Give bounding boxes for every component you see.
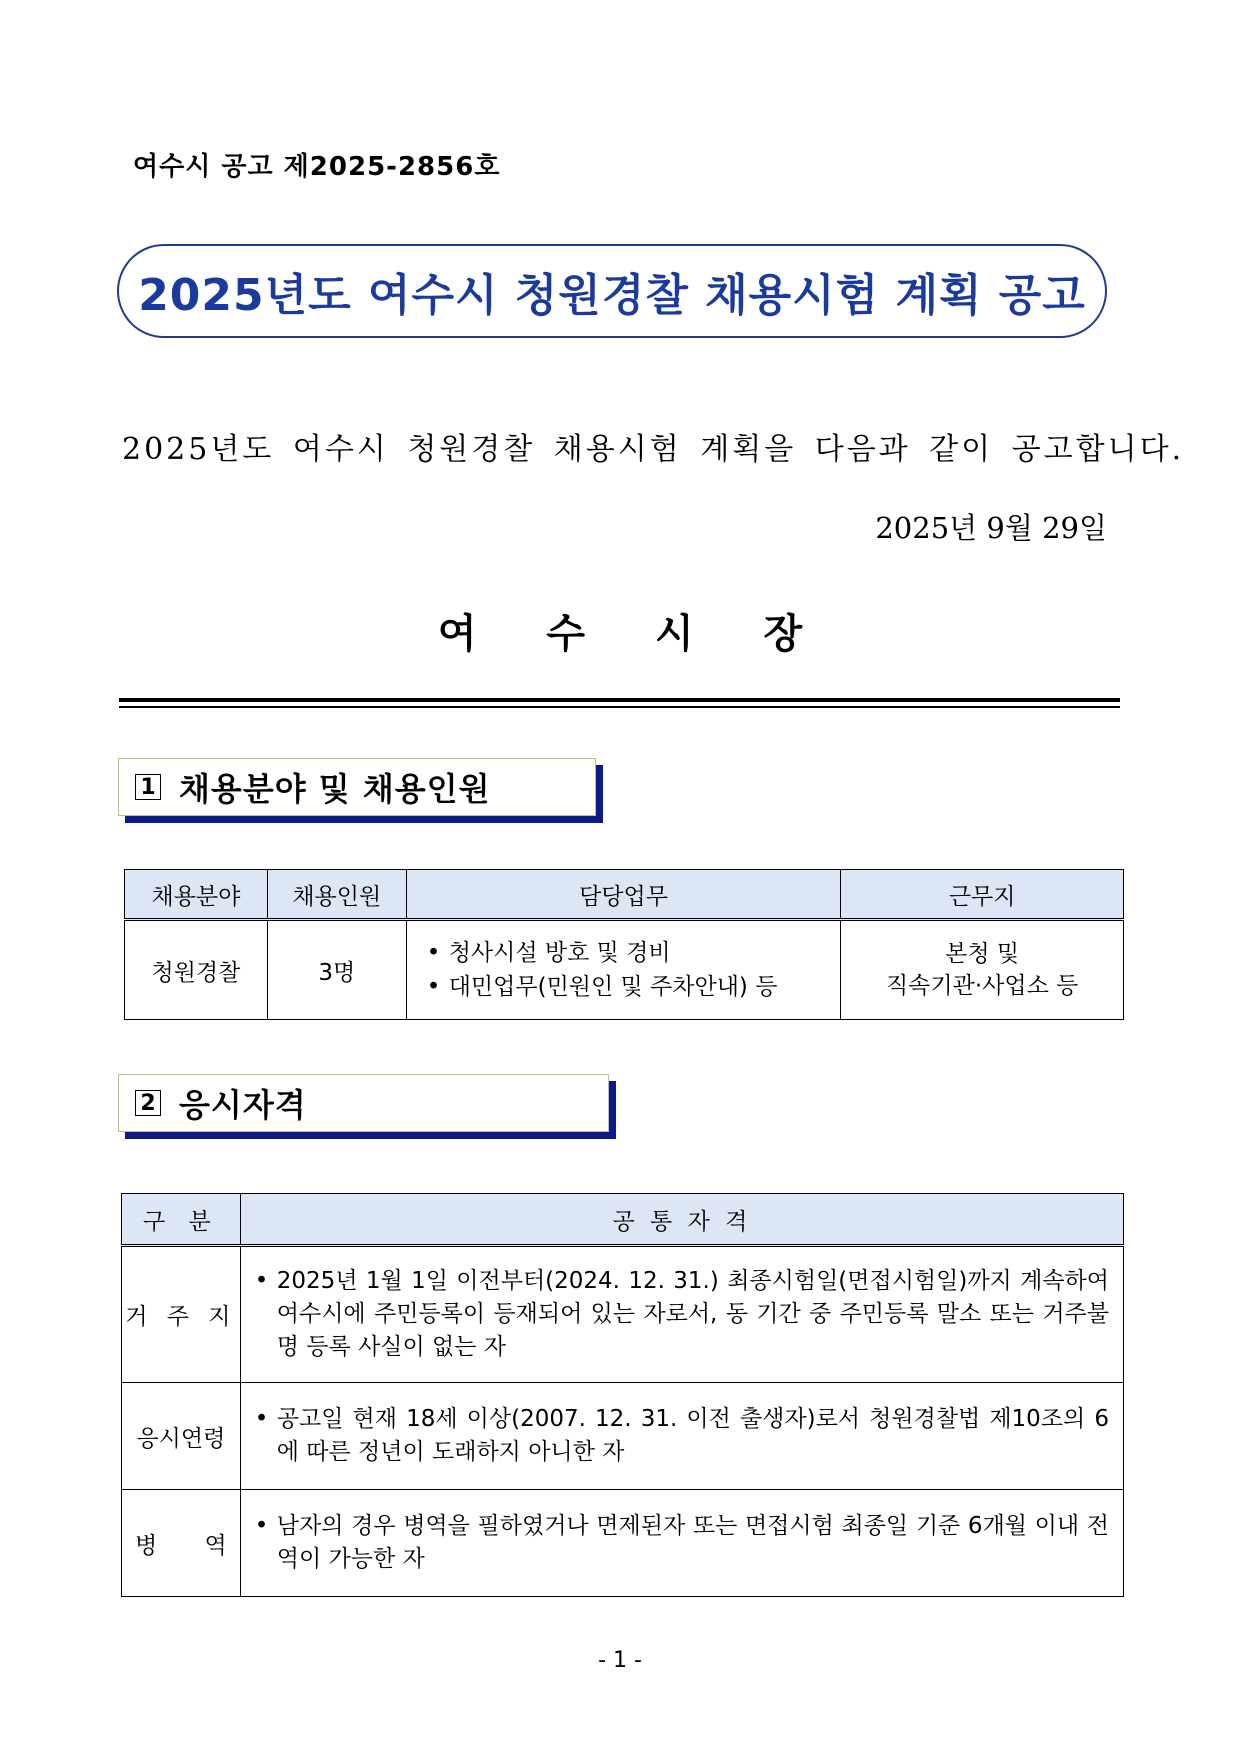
recruitment-table [124, 869, 1124, 1020]
issuer-text: 여 수 시 장 [437, 611, 831, 657]
bullet-icon: • [254, 1513, 269, 1539]
section2-number: 2 [135, 1090, 161, 1116]
table-row [122, 1246, 1124, 1383]
duty-text: 대민업무(민원인 및 주차안내) 등 [448, 974, 778, 1000]
qualification-text: 남자의 경우 병역을 필하였거나 면제된자 또는 면접시험 최종일 기준 6개월 이내 전역이 가능한 자 [276, 1513, 1109, 1572]
row-text-residence [240, 1246, 1123, 1383]
section1-label: 채용분야 및 채용인원 [179, 770, 491, 808]
duty-text: 청사시설 방호 및 경비 [448, 940, 671, 966]
cell-field: 청원경찰 [125, 920, 268, 1020]
row-label-military: 병 역 [122, 1490, 241, 1597]
intro-text: 2025년도 여수시 청원경찰 채용시험 계획을 다음과 같이 공고합니다. [122, 432, 1185, 467]
divider-thick [119, 698, 1120, 702]
cell-duties [406, 920, 841, 1020]
section2-heading [118, 1074, 609, 1132]
row-label-residence: 거 주 지 [122, 1246, 241, 1383]
cell-count: 3명 [267, 920, 406, 1020]
bullet-icon: • [254, 1406, 269, 1432]
divider-thin [119, 706, 1120, 708]
table-row [122, 1490, 1124, 1597]
issuer [0, 602, 1240, 659]
row-text-age [240, 1383, 1123, 1490]
section2-label: 응시자격 [179, 1086, 307, 1124]
announcement-date: 2025년 9월 29일 [875, 511, 1107, 545]
notice-number: 여수시 공고 제2025-2856호 [133, 152, 501, 182]
header-count: 채용인원 [267, 870, 406, 920]
bullet-icon: • [254, 1268, 269, 1294]
bullet-icon: • [426, 940, 441, 966]
qualification-table [121, 1193, 1124, 1597]
list-item [255, 1265, 1109, 1364]
section1-heading [118, 758, 596, 816]
document-title: 2025년도 여수시 청원경찰 채용시험 계획 공고 [138, 270, 1086, 321]
header-category: 구 분 [122, 1194, 241, 1246]
list-item [255, 1510, 1109, 1576]
table-row [125, 920, 1124, 1020]
title-banner [117, 244, 1107, 338]
header-workplace: 근무지 [841, 870, 1124, 920]
row-label-age: 응시연령 [122, 1383, 241, 1490]
qualification-text: 공고일 현재 18세 이상(2007. 12. 31. 이전 출생자)로서 청원경찰법 제10조의 6에 따른 정년이 도래하지 아니한 자 [276, 1406, 1109, 1465]
list-item [255, 1403, 1109, 1469]
section1-number: 1 [135, 774, 161, 800]
list-item [427, 936, 841, 970]
header-common-qualification: 공 통 자 격 [240, 1194, 1123, 1246]
header-duties: 담당업무 [406, 870, 841, 920]
page-number: - 1 - [598, 1648, 642, 1673]
workplace-line: 직속기관·사업소 등 [885, 973, 1079, 999]
row-text-military [240, 1490, 1123, 1597]
cell-workplace [841, 920, 1124, 1020]
bullet-icon: • [426, 974, 441, 1000]
table-row [122, 1383, 1124, 1490]
qualification-text: 2025년 1월 1일 이전부터(2024. 12. 31.) 최종시험일(면접시험일)까지 계속하여 여수시에 주민등록이 등재되어 있는 자로서, 동 기간 중 주민등록 말소 또는 거주불명 등록 사실이 없는 자 [276, 1268, 1109, 1360]
header-field: 채용분야 [125, 870, 268, 920]
list-item [427, 970, 841, 1004]
workplace-line: 본청 및 [945, 941, 1020, 967]
